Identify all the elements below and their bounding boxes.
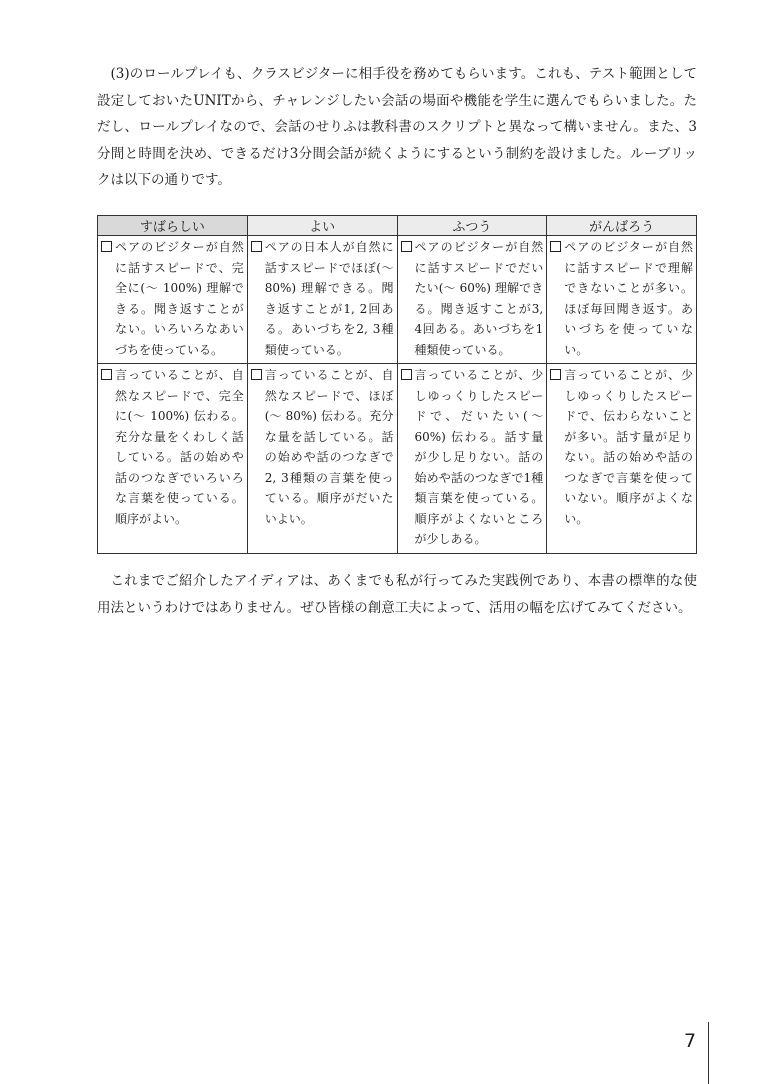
checkbox-icon [101,369,112,380]
rubric-row-speaking [98,364,697,554]
rubric-table [97,215,697,554]
page-number: 7 [684,1030,697,1052]
checkbox-icon [550,369,561,380]
page-number-rule [708,1022,709,1084]
rubric-header-average: ふつう [397,216,547,236]
checkbox-icon [550,241,561,252]
rubric-cell-text: ペアのビジターが自然に話すスピードでだいたい(～ 60%) 理解できる。聞き返すことが3, 4回ある。あいづちを1種類使っている。 [413,240,544,357]
rubric-cell [98,364,248,554]
rubric-cell-text: 言っていることが、自然なスピードで、ほぼ(～ 80%) 伝わる。充分な量を話している。話の始めや話のつなぎで2, 3種類の言葉を使っている。順序がだいたいよい。 [263,368,394,526]
rubric-cell [98,236,248,364]
rubric-cell [547,364,697,554]
rubric-cell-text: ペアのビジターが自然に話すスピードで、完全に(～ 100%) 理解できる。聞き返すことがない。いろいろなあいづちを使っている。 [114,240,244,357]
rubric-cell-text: ペアのビジターが自然に話すスピードで理解できないことが多い。ほぼ毎回聞き返す。あいづちを使っていない。 [563,240,693,357]
intro-paragraph: (3)のロールプレイも、クラスビジターに相手役を務めてもらいます。これも、テスト範囲として設定しておいたUNITから、チャレンジしたい会話の場面や機能を学生に選んでもらいました。ただし、ロールプレイなので、会話のせりふは教科書のスクリプトと異なって構いません。また、3分間と時間を決め、できるだけ3分間会話が続くようにするという制約を設けました。ルーブリックは以下の通りです。 [97,66,697,188]
checkbox-icon [251,241,262,252]
rubric-cell-text: 言っていることが、自然なスピードで、完全に(～ 100%) 伝わる。充分な量をくわしく話している。話の始めや話のつなぎでいろいろな言葉を使っている。順序がよい。 [114,368,244,526]
rubric-header-needs-work: がんばろう [547,216,697,236]
rubric-cell [397,236,547,364]
rubric-cell-text: 言っていることが、少しゆっくりしたスピードで、伝わらないことが多い。話す量が足りない。話の始めや話のつなぎで言葉を使っていない。順序がよくない。 [563,368,693,526]
rubric-cell [397,364,547,554]
checkbox-icon [401,369,412,380]
rubric-cell-text: ペアの日本人が自然に話すスピードでほぼ(～ 80%) 理解できる。聞き返すことが1, 2回ある。あいづちを2, 3種類使っている。 [263,240,394,357]
rubric-cell [547,236,697,364]
checkbox-icon [251,369,262,380]
rubric-header-good: よい [247,216,397,236]
rubric-header-excellent: すばらしい [98,216,248,236]
rubric-header-row [98,216,697,236]
checkbox-icon [101,241,112,252]
checkbox-icon [401,241,412,252]
closing-paragraph: これまでご紹介したアイディアは、あくまでも私が行ってみた実践例であり、本書の標準的な使用法というわけではありません。ぜひ皆様の創意工夫によって、活用の幅を広げてみてください。 [97,573,697,616]
rubric-cell-text: 言っていることが、少しゆっくりしたスピードで、だいたい(～ 60%) 伝わる。話す量が少し足りない。話の始めや話のつなぎで1種類言葉を使っている。順序がよくないところが少しある。 [413,368,544,546]
rubric-row-listening [98,236,697,364]
rubric-cell [247,236,397,364]
rubric-cell [247,364,397,554]
